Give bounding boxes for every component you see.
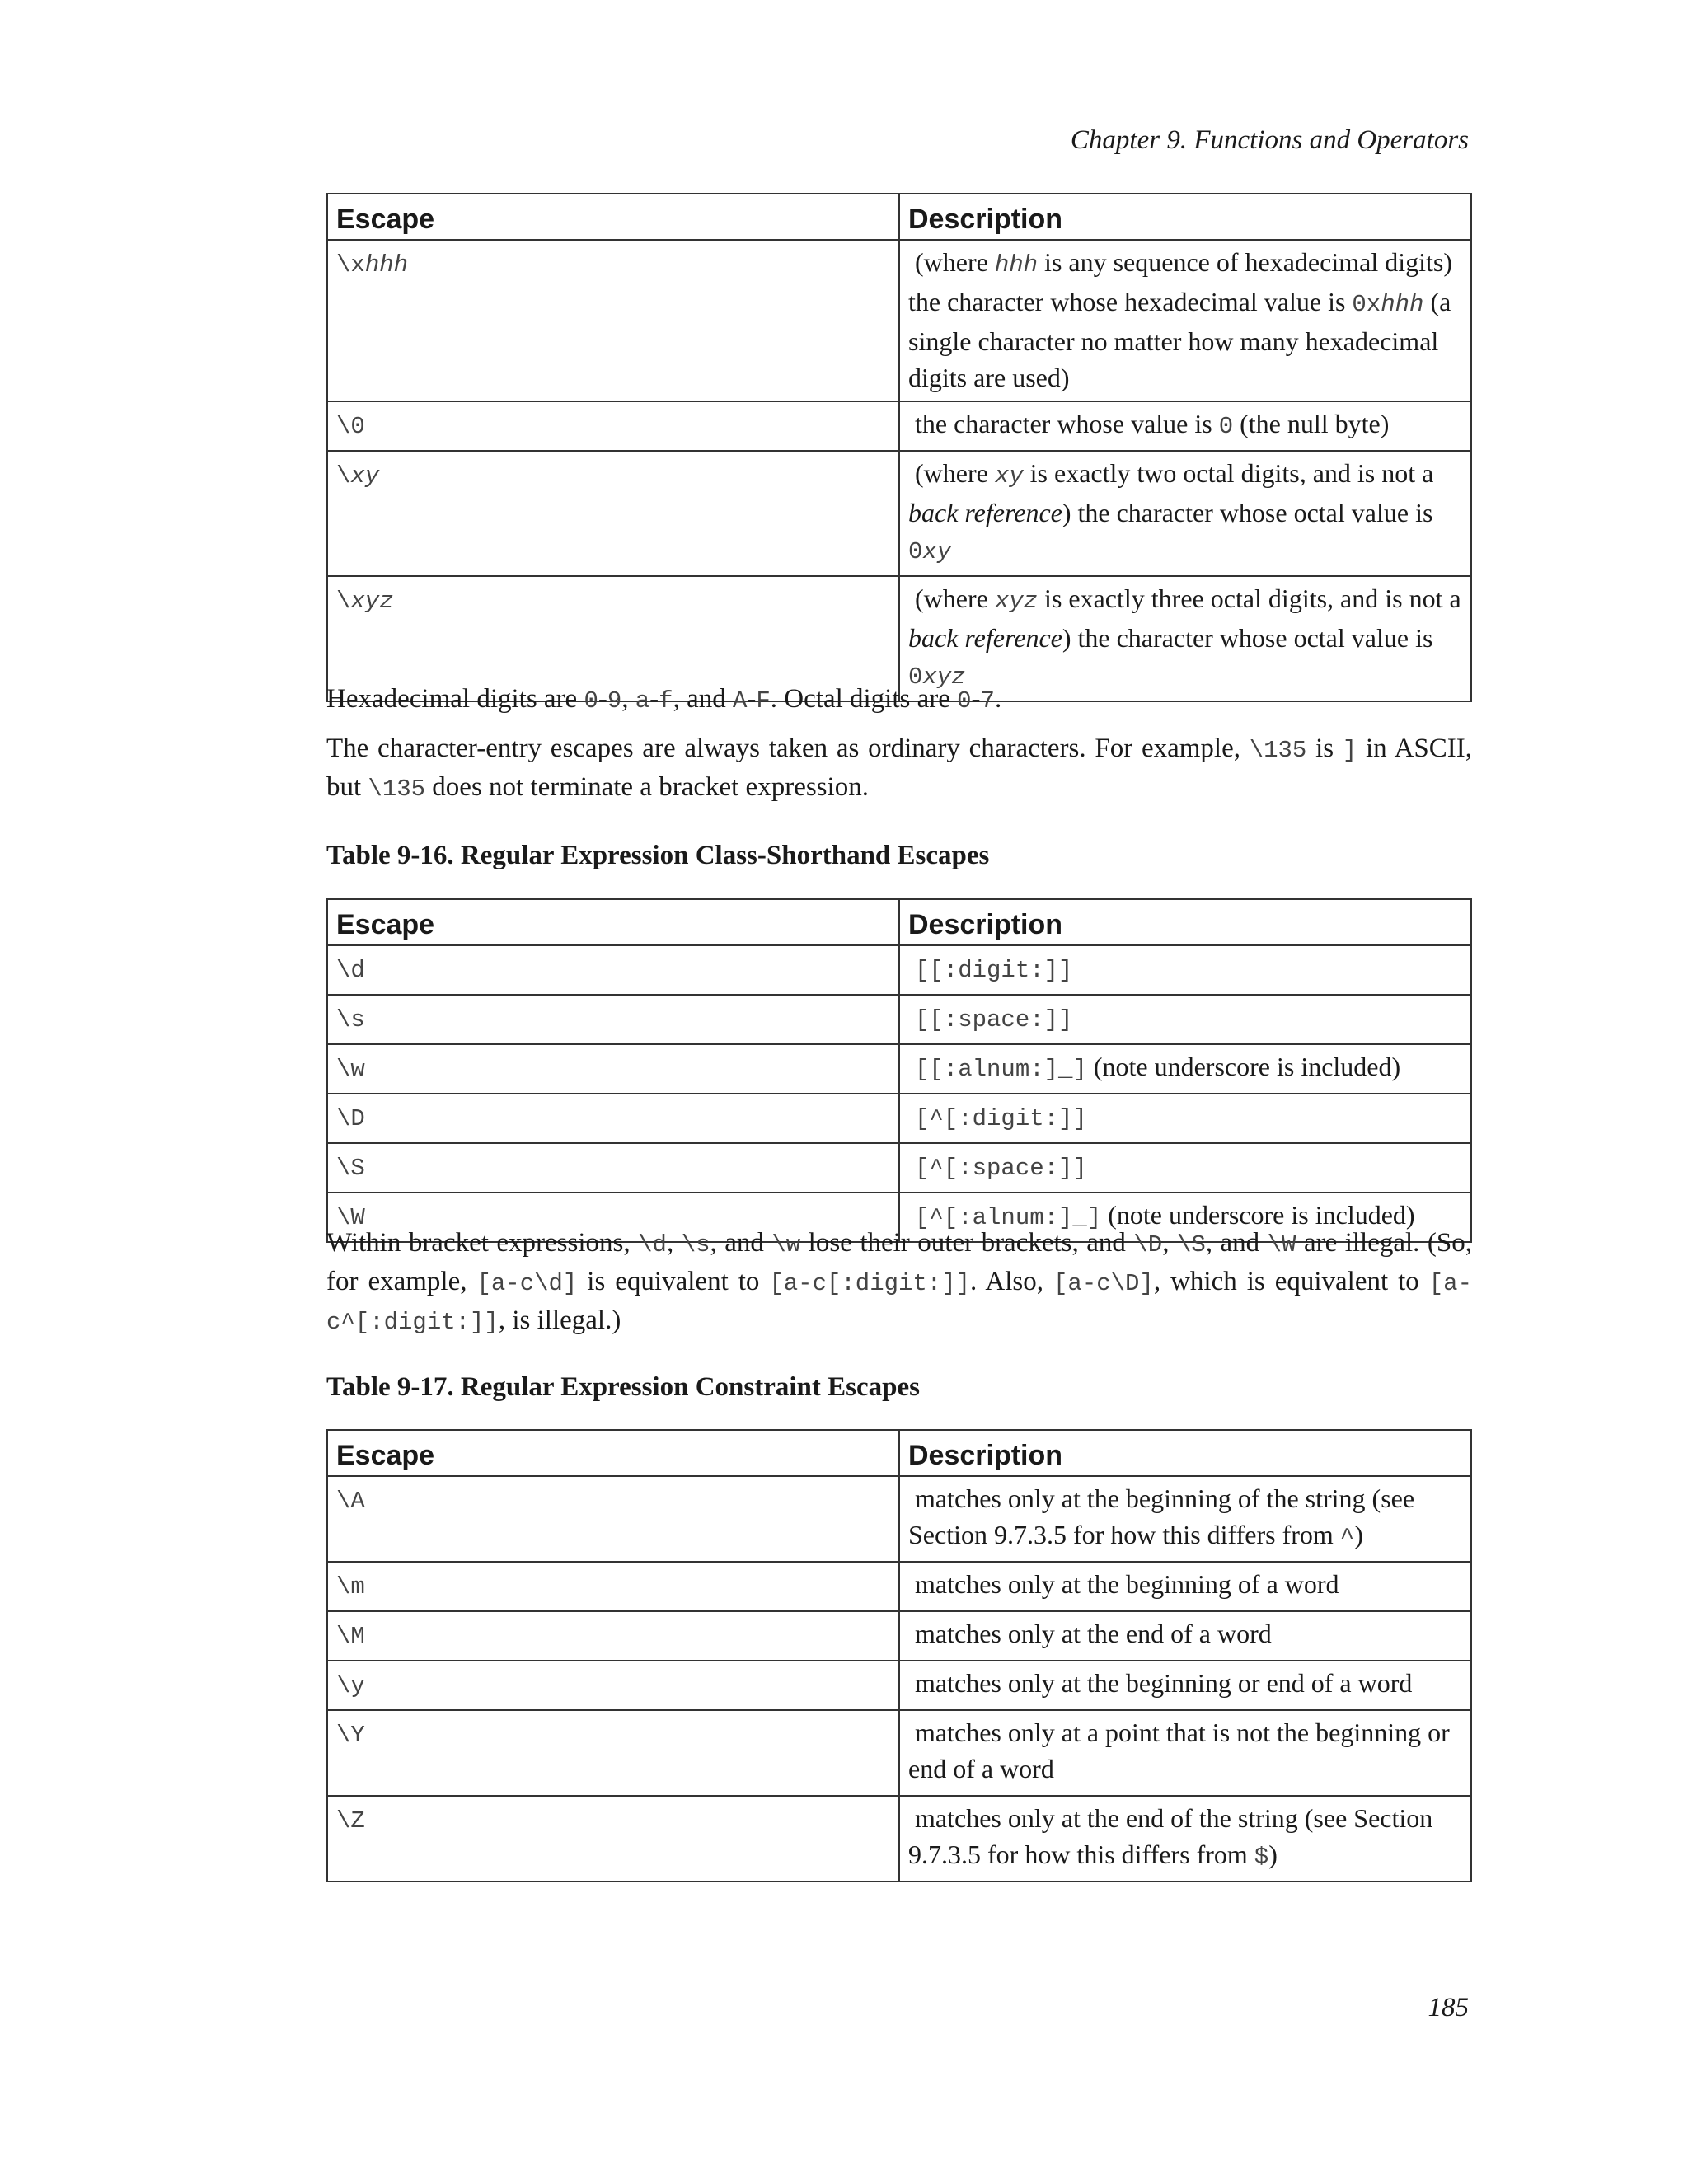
escape-cell: \W: [327, 1193, 899, 1242]
description-cell: matches only at the beginning of a word: [899, 1562, 1471, 1611]
class-shorthand-escapes-table: [326, 898, 1472, 1243]
column-header-escape: Escape: [327, 899, 899, 945]
hex-octal-digits-paragraph: Hexadecimal digits are 0-9, a-f, and A-F. Octal digits are 0-7.: [326, 684, 1002, 715]
escape-cell: \xy: [327, 451, 899, 576]
character-entry-paragraph: The character-entry escapes are always taken as ordinary characters. For example, \135 is ] in ASCII, but \135 does not terminate a bracket expression.: [326, 733, 1472, 803]
description-cell: matches only at the end of a word: [899, 1611, 1471, 1661]
table-header-row: [327, 1430, 1471, 1476]
table-row: [327, 995, 1471, 1044]
description-cell: (where hhh is any sequence of hexadecimal digits) the character whose hexadecimal value is 0xhhh (a single character no matter how many hexadecimal digits are used): [899, 240, 1471, 401]
escape-cell: \M: [327, 1611, 899, 1661]
escape-cell: \xhhh: [327, 240, 899, 401]
escape-cell: \s: [327, 995, 899, 1044]
table-header-row: [327, 899, 1471, 945]
table-row: [327, 1562, 1471, 1611]
description-cell: (where xy is exactly two octal digits, and is not a back reference) the character whose octal value is 0xy: [899, 451, 1471, 576]
description-cell: the character whose value is 0 (the null byte): [899, 401, 1471, 451]
description-cell: matches only at the end of the string (see Section 9.7.3.5 for how this differs from $): [899, 1796, 1471, 1882]
escape-cell: \m: [327, 1562, 899, 1611]
escape-cell: \0: [327, 401, 899, 451]
table-row: [327, 1143, 1471, 1193]
table-row: [327, 1661, 1471, 1710]
table-9-16-caption: Table 9-16. Regular Expression Class-Shorthand Escapes: [326, 841, 990, 870]
escape-cell: \xyz: [327, 576, 899, 701]
table-header-row: [327, 194, 1471, 240]
character-entry-escapes-table: [326, 193, 1472, 702]
escape-cell: \w: [327, 1044, 899, 1094]
description-cell: [[:alnum:]_] (note underscore is included): [899, 1044, 1471, 1094]
table-row: [327, 1094, 1471, 1143]
escape-cell: \d: [327, 945, 899, 995]
description-cell: [^[:space:]]: [899, 1143, 1471, 1193]
table-row: [327, 1044, 1471, 1094]
escape-cell: \Z: [327, 1796, 899, 1882]
escape-cell: \A: [327, 1476, 899, 1562]
description-cell: matches only at a point that is not the beginning or end of a word: [899, 1710, 1471, 1796]
page-number: 185: [1428, 1993, 1469, 2022]
description-cell: [^[:digit:]]: [899, 1094, 1471, 1143]
column-header-escape: Escape: [327, 1430, 899, 1476]
description-cell: [^[:alnum:]_] (note underscore is included): [899, 1193, 1471, 1242]
column-header-description: Description: [899, 194, 1471, 240]
description-cell: [[:space:]]: [899, 995, 1471, 1044]
escape-cell: \y: [327, 1661, 899, 1710]
table-row: [327, 1710, 1471, 1796]
table-row: [327, 945, 1471, 995]
description-cell: matches only at the beginning of the string (see Section 9.7.3.5 for how this differs from ^): [899, 1476, 1471, 1562]
table-row: [327, 1611, 1471, 1661]
description-cell: [[:digit:]]: [899, 945, 1471, 995]
column-header-escape: Escape: [327, 194, 899, 240]
description-cell: (where xyz is exactly three octal digits, and is not a back reference) the character whose octal value is 0xyz: [899, 576, 1471, 701]
table-row: [327, 401, 1471, 451]
constraint-escapes-table: [326, 1429, 1472, 1882]
running-header: Chapter 9. Functions and Operators: [1070, 125, 1469, 155]
escape-cell: \S: [327, 1143, 899, 1193]
table-row: [327, 240, 1471, 401]
escape-cell: \D: [327, 1094, 899, 1143]
bracket-expressions-paragraph: Within bracket expressions, \d, \s, and \w lose their outer brackets, and \D, \S, and \W are illegal. (So, for example, [a-c\d] is equivalent to [a-c[:digit:]]. Also, [a-c\D], which is equivalent to [a-c^[:digit:]], is illegal.): [326, 1228, 1473, 1336]
escape-cell: \Y: [327, 1710, 899, 1796]
table-row: [327, 1796, 1471, 1882]
table-row: [327, 1476, 1471, 1562]
column-header-description: Description: [899, 899, 1471, 945]
description-cell: matches only at the beginning or end of a word: [899, 1661, 1471, 1710]
table-9-17-caption: Table 9-17. Regular Expression Constraint Escapes: [326, 1372, 920, 1402]
table-row: [327, 451, 1471, 576]
column-header-description: Description: [899, 1430, 1471, 1476]
